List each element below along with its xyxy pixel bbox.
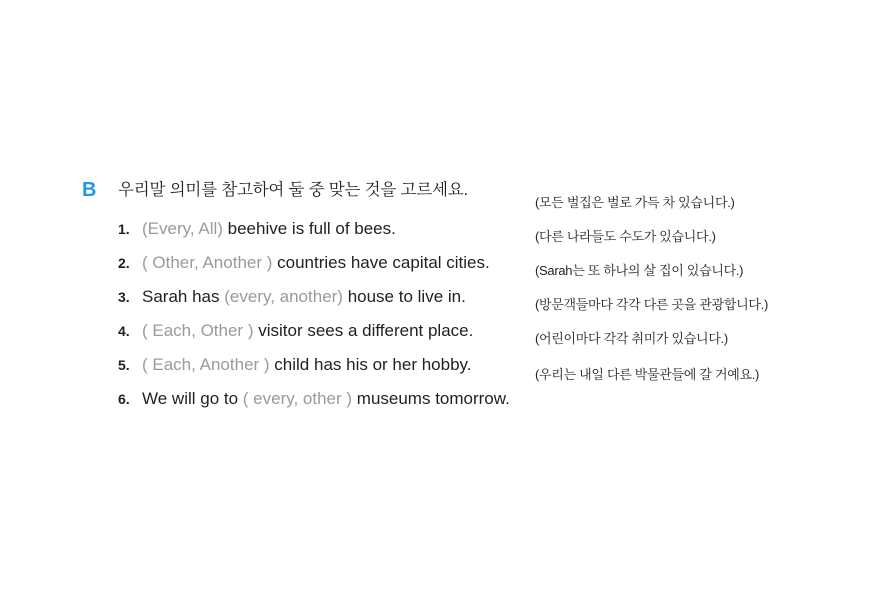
item-number: 2. (118, 255, 130, 271)
item-korean-gloss: (Sarah는 또 하나의 살 집이 있습니다.) (535, 263, 744, 278)
item-number: 3. (118, 289, 130, 305)
sentence-post: child has his or her hobby. (269, 355, 472, 374)
list-item (0, 367, 873, 422)
sentence-post: museums tomorrow. (352, 389, 510, 408)
item-korean-gloss: (다른 나라들도 수도가 있습니다.) (535, 229, 716, 244)
item-sentence (142, 252, 490, 274)
item-number: 1. (118, 221, 130, 237)
sentence-post: beehive is full of bees. (222, 219, 396, 238)
choice-options[interactable]: ( Each, Other ) (142, 321, 254, 340)
sentence-pre: Sarah has (142, 287, 225, 306)
item-korean-gloss: (어린이마다 각각 취미가 있습니다.) (535, 331, 728, 346)
choice-options[interactable]: ( Each, Another ) (142, 355, 270, 374)
choice-options[interactable]: (every, another) (224, 287, 343, 306)
choice-options[interactable]: ( every, other ) (242, 389, 353, 408)
item-korean-gloss: (방문객들마다 각각 다른 곳을 관광합니다.) (535, 297, 769, 312)
sentence-post: countries have capital cities. (272, 253, 490, 272)
item-number: 6. (118, 391, 130, 407)
item-korean-gloss: (우리는 내일 다른 박물관들에 갈 거예요.) (535, 367, 760, 382)
exercise-items (0, 195, 873, 422)
sentence-post: visitor sees a different place. (253, 321, 474, 340)
item-number: 4. (118, 323, 130, 339)
item-sentence (142, 320, 473, 342)
item-sentence (142, 388, 510, 410)
choice-options[interactable]: ( Other, Another ) (142, 253, 273, 272)
sentence-post: house to live in. (342, 287, 466, 306)
item-number: 5. (118, 357, 130, 373)
list-item (0, 297, 873, 354)
exercise-b (0, 178, 873, 422)
item-sentence (142, 218, 396, 240)
sentence-pre: We will go to (142, 389, 243, 408)
item-sentence (142, 354, 472, 376)
exercise-direction: 우리말 의미를 참고하여 둘 중 맞는 것을 고르세요. (118, 181, 468, 199)
choice-options[interactable]: (Every, All) (142, 219, 223, 238)
item-korean-gloss: (모든 벌집은 벌로 가득 차 있습니다.) (535, 195, 735, 210)
exercise-header (0, 178, 873, 202)
item-sentence (142, 286, 466, 308)
list-item (0, 195, 873, 252)
exercise-letter: B (82, 179, 97, 201)
